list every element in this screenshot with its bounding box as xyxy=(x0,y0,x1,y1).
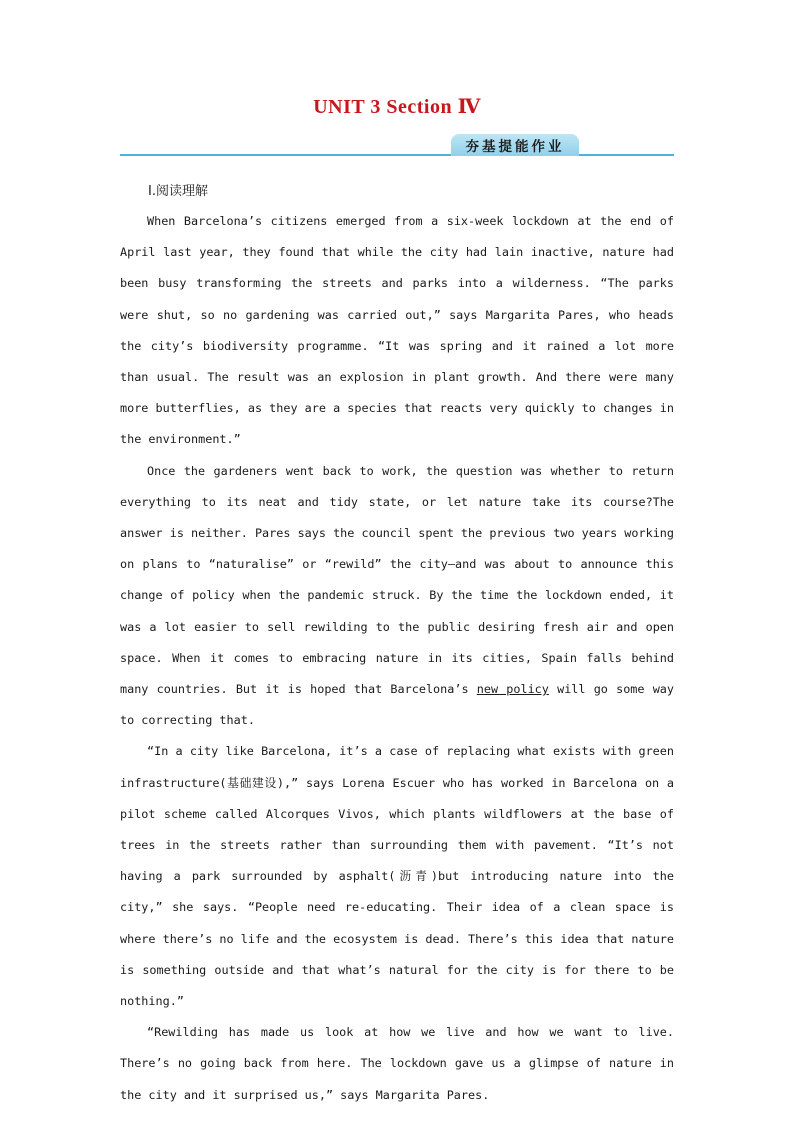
paragraph-4: “Rewilding has made us look at how we live and how we want to live. There’s no going back from here. The lockdown gave us a glimpse of nature in the city and it surprised us,” says Margarita Pares. xyxy=(120,1025,674,1102)
underlined-phrase: new policy xyxy=(476,682,549,697)
paragraph-2 xyxy=(120,456,674,737)
paragraph-1: When Barcelona’s citizens emerged from a six-week lockdown at the end of April last year, they found that while the city had lain inactive, nature had been busy transforming the streets and parks into a wilderness. “The parks were shut, so no gardening was carried out,” says Margarita Pares, who heads the city’s biodiversity programme. “It was spring and it rained a lot more than usual. The result was an explosion in plant growth. And there were many more butterflies, as they are a species that reacts very quickly to changes in the environment.” xyxy=(120,214,674,447)
section-heading: Ⅰ.阅读理解 xyxy=(148,184,208,199)
paragraph-3: “In a city like Barcelona, it’s a case of replacing what exists with green infrastructure(基础建设),” says Lorena Escuer who has worked in Barcelona on a pilot scheme called Alcorques Vivos, which plants wildflowers at the base of trees in the streets rather than surrounding them with pavement. “It’s not having a park surrounded by asphalt(沥青)but introducing nature into the city,” she says. “People need re-educating. Their idea of a clean space is where there’s no life and the ecosystem is dead. There’s this idea that nature is something outside and that what’s natural for the city is for there to be nothing.” xyxy=(120,744,674,1009)
banner-label: 夯基提能作业 xyxy=(451,134,579,156)
reading-passage xyxy=(120,206,674,1111)
header-rule xyxy=(120,154,674,156)
paragraph-2-text-a: Once the gardeners went back to work, the question was whether to return everything to its neat and tidy state, or let nature take its course?The answer is neither. Pares says the council spent the previous two years working on plans to “naturalise” or “rewild” the city—and was about to announce this change of policy when the pandemic struck. By the time the lockdown ended, it was a lot easier to sell rewilding to the public desiring fresh air and open space. When it comes to embracing nature in its cities, Spain falls behind many countries. But it is hoped that Barcelona’s xyxy=(120,463,674,697)
page-title: UNIT 3 Section Ⅳ xyxy=(313,96,481,118)
paragraph-2-text-b: will go some way to correcting that. xyxy=(120,682,675,728)
header-banner xyxy=(120,134,674,158)
